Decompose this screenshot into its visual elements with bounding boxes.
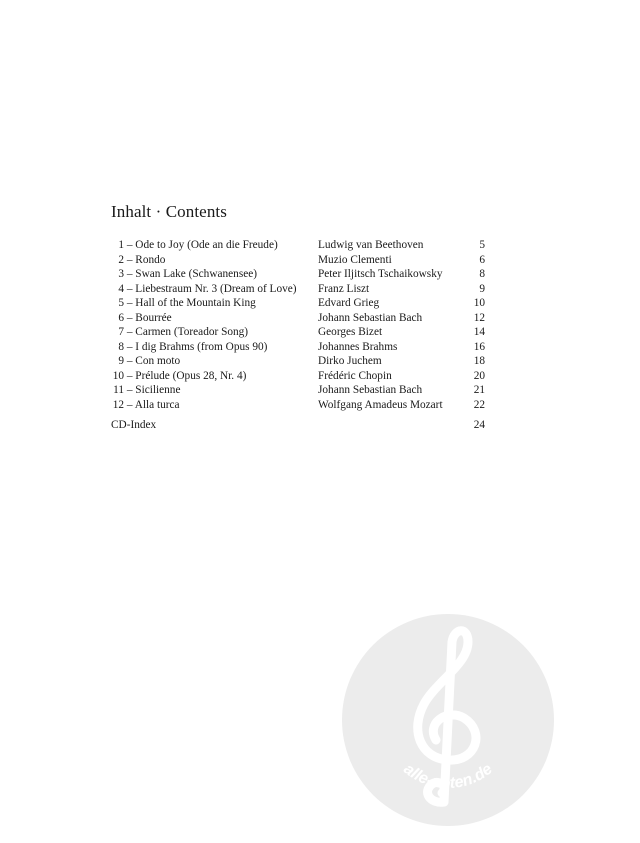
toc-page-number: 8 bbox=[479, 268, 485, 280]
toc-number: 2 bbox=[118, 253, 124, 266]
toc-dash: – bbox=[124, 340, 136, 353]
toc-row bbox=[111, 340, 485, 355]
toc-row bbox=[111, 354, 485, 369]
toc-number: 5 bbox=[118, 297, 124, 309]
toc-number: 1 bbox=[118, 239, 124, 251]
toc-row bbox=[111, 267, 485, 282]
toc-composer: Johann Sebastian Bach bbox=[318, 311, 423, 324]
toc-title bbox=[124, 267, 257, 282]
toc-composer: Franz Liszt bbox=[318, 282, 370, 295]
toc-composer: Peter Iljitsch Tschaikowsky bbox=[318, 268, 443, 280]
toc-number: 9 bbox=[118, 355, 124, 367]
toc-title bbox=[124, 354, 180, 369]
toc-dash: – bbox=[124, 326, 136, 338]
page-title: Inhalt · Contents bbox=[111, 202, 227, 221]
toc-title-text: I dig Brahms (from Opus 90) bbox=[135, 340, 268, 353]
toc-row bbox=[111, 369, 485, 384]
toc-title bbox=[124, 311, 172, 326]
toc-composer: Johannes Brahms bbox=[318, 340, 398, 353]
toc-page-number: 21 bbox=[473, 384, 485, 396]
toc-title bbox=[124, 398, 180, 413]
toc-page-number: 14 bbox=[473, 326, 485, 338]
watermark-logo bbox=[340, 612, 556, 828]
toc-page-number: 9 bbox=[479, 282, 485, 295]
toc-dash: – bbox=[124, 268, 136, 280]
toc-title-text: Swan Lake (Schwanensee) bbox=[135, 268, 258, 280]
toc-dash: – bbox=[124, 384, 136, 396]
toc-composer: Wolfgang Amadeus Mozart bbox=[318, 398, 443, 411]
toc-row bbox=[111, 296, 485, 311]
toc-dash: – bbox=[124, 239, 136, 251]
toc-title bbox=[124, 296, 256, 311]
toc-row bbox=[111, 398, 485, 413]
toc-row bbox=[111, 253, 485, 268]
toc-composer: Muzio Clementi bbox=[318, 253, 392, 266]
toc-title-text: Alla turca bbox=[134, 398, 180, 411]
toc-composer: Frédéric Chopin bbox=[318, 369, 392, 382]
cd-index-label: CD-Index bbox=[111, 419, 157, 431]
toc-title-text: Liebestraum Nr. 3 (Dream of Love) bbox=[135, 282, 297, 295]
toc-page-number: 10 bbox=[473, 297, 485, 309]
toc-number: 4 bbox=[118, 282, 124, 295]
toc-title-text: Con moto bbox=[135, 355, 181, 367]
toc-row bbox=[111, 325, 485, 340]
toc-composer: Edvard Grieg bbox=[318, 297, 380, 309]
toc-page-number: 20 bbox=[473, 369, 485, 382]
toc-title-text: Hall of the Mountain King bbox=[135, 297, 256, 309]
cd-index-page: 24 bbox=[473, 419, 485, 431]
toc-title-text: Bourrée bbox=[135, 311, 172, 324]
toc-dash: – bbox=[124, 398, 135, 411]
cd-index-entry bbox=[111, 418, 485, 433]
toc-row bbox=[111, 311, 485, 326]
toc-composer: Georges Bizet bbox=[318, 326, 383, 338]
toc-number: 6 bbox=[118, 311, 124, 324]
toc-page-number: 18 bbox=[473, 355, 485, 367]
toc-number: 11 bbox=[113, 384, 124, 396]
toc-page-number: 5 bbox=[479, 239, 485, 251]
toc-dash: – bbox=[124, 253, 136, 266]
toc-number: 10 bbox=[112, 369, 124, 382]
toc-composer: Johann Sebastian Bach bbox=[318, 384, 423, 396]
toc-title-text: Rondo bbox=[135, 253, 166, 266]
watermark-text: alle-noten.de bbox=[400, 760, 496, 793]
contents-list bbox=[111, 238, 485, 412]
toc-row bbox=[111, 282, 485, 297]
toc-page-number: 6 bbox=[479, 253, 485, 266]
toc-title-text: Prélude (Opus 28, Nr. 4) bbox=[135, 369, 247, 382]
toc-title bbox=[124, 282, 297, 297]
toc-title-text: Carmen (Toreador Song) bbox=[135, 326, 249, 338]
toc-dash: – bbox=[124, 369, 136, 382]
toc-page-number: 22 bbox=[473, 398, 485, 411]
toc-number: 3 bbox=[118, 268, 124, 280]
toc-number: 12 bbox=[112, 398, 124, 411]
toc-title bbox=[124, 238, 278, 253]
toc-title-text: Sicilienne bbox=[135, 384, 181, 396]
toc-title bbox=[124, 369, 246, 384]
toc-dash: – bbox=[124, 297, 136, 309]
toc-dash: – bbox=[124, 282, 136, 295]
toc-page-number: 16 bbox=[473, 340, 485, 353]
toc-composer: Ludwig van Beethoven bbox=[318, 239, 424, 251]
treble-clef-icon bbox=[340, 612, 556, 828]
toc-number: 8 bbox=[118, 340, 124, 353]
toc-page-number: 12 bbox=[473, 311, 485, 324]
toc-row bbox=[111, 238, 485, 253]
toc-title bbox=[124, 340, 267, 355]
toc-title-text: Ode to Joy (Ode an die Freude) bbox=[135, 239, 278, 251]
toc-row bbox=[111, 383, 485, 398]
toc-title bbox=[124, 253, 165, 268]
toc-number: 7 bbox=[118, 326, 124, 338]
toc-composer: Dirko Juchem bbox=[318, 355, 382, 367]
toc-dash: – bbox=[124, 355, 136, 367]
toc-title bbox=[124, 325, 248, 340]
toc-title bbox=[124, 383, 180, 398]
toc-dash: – bbox=[124, 311, 136, 324]
